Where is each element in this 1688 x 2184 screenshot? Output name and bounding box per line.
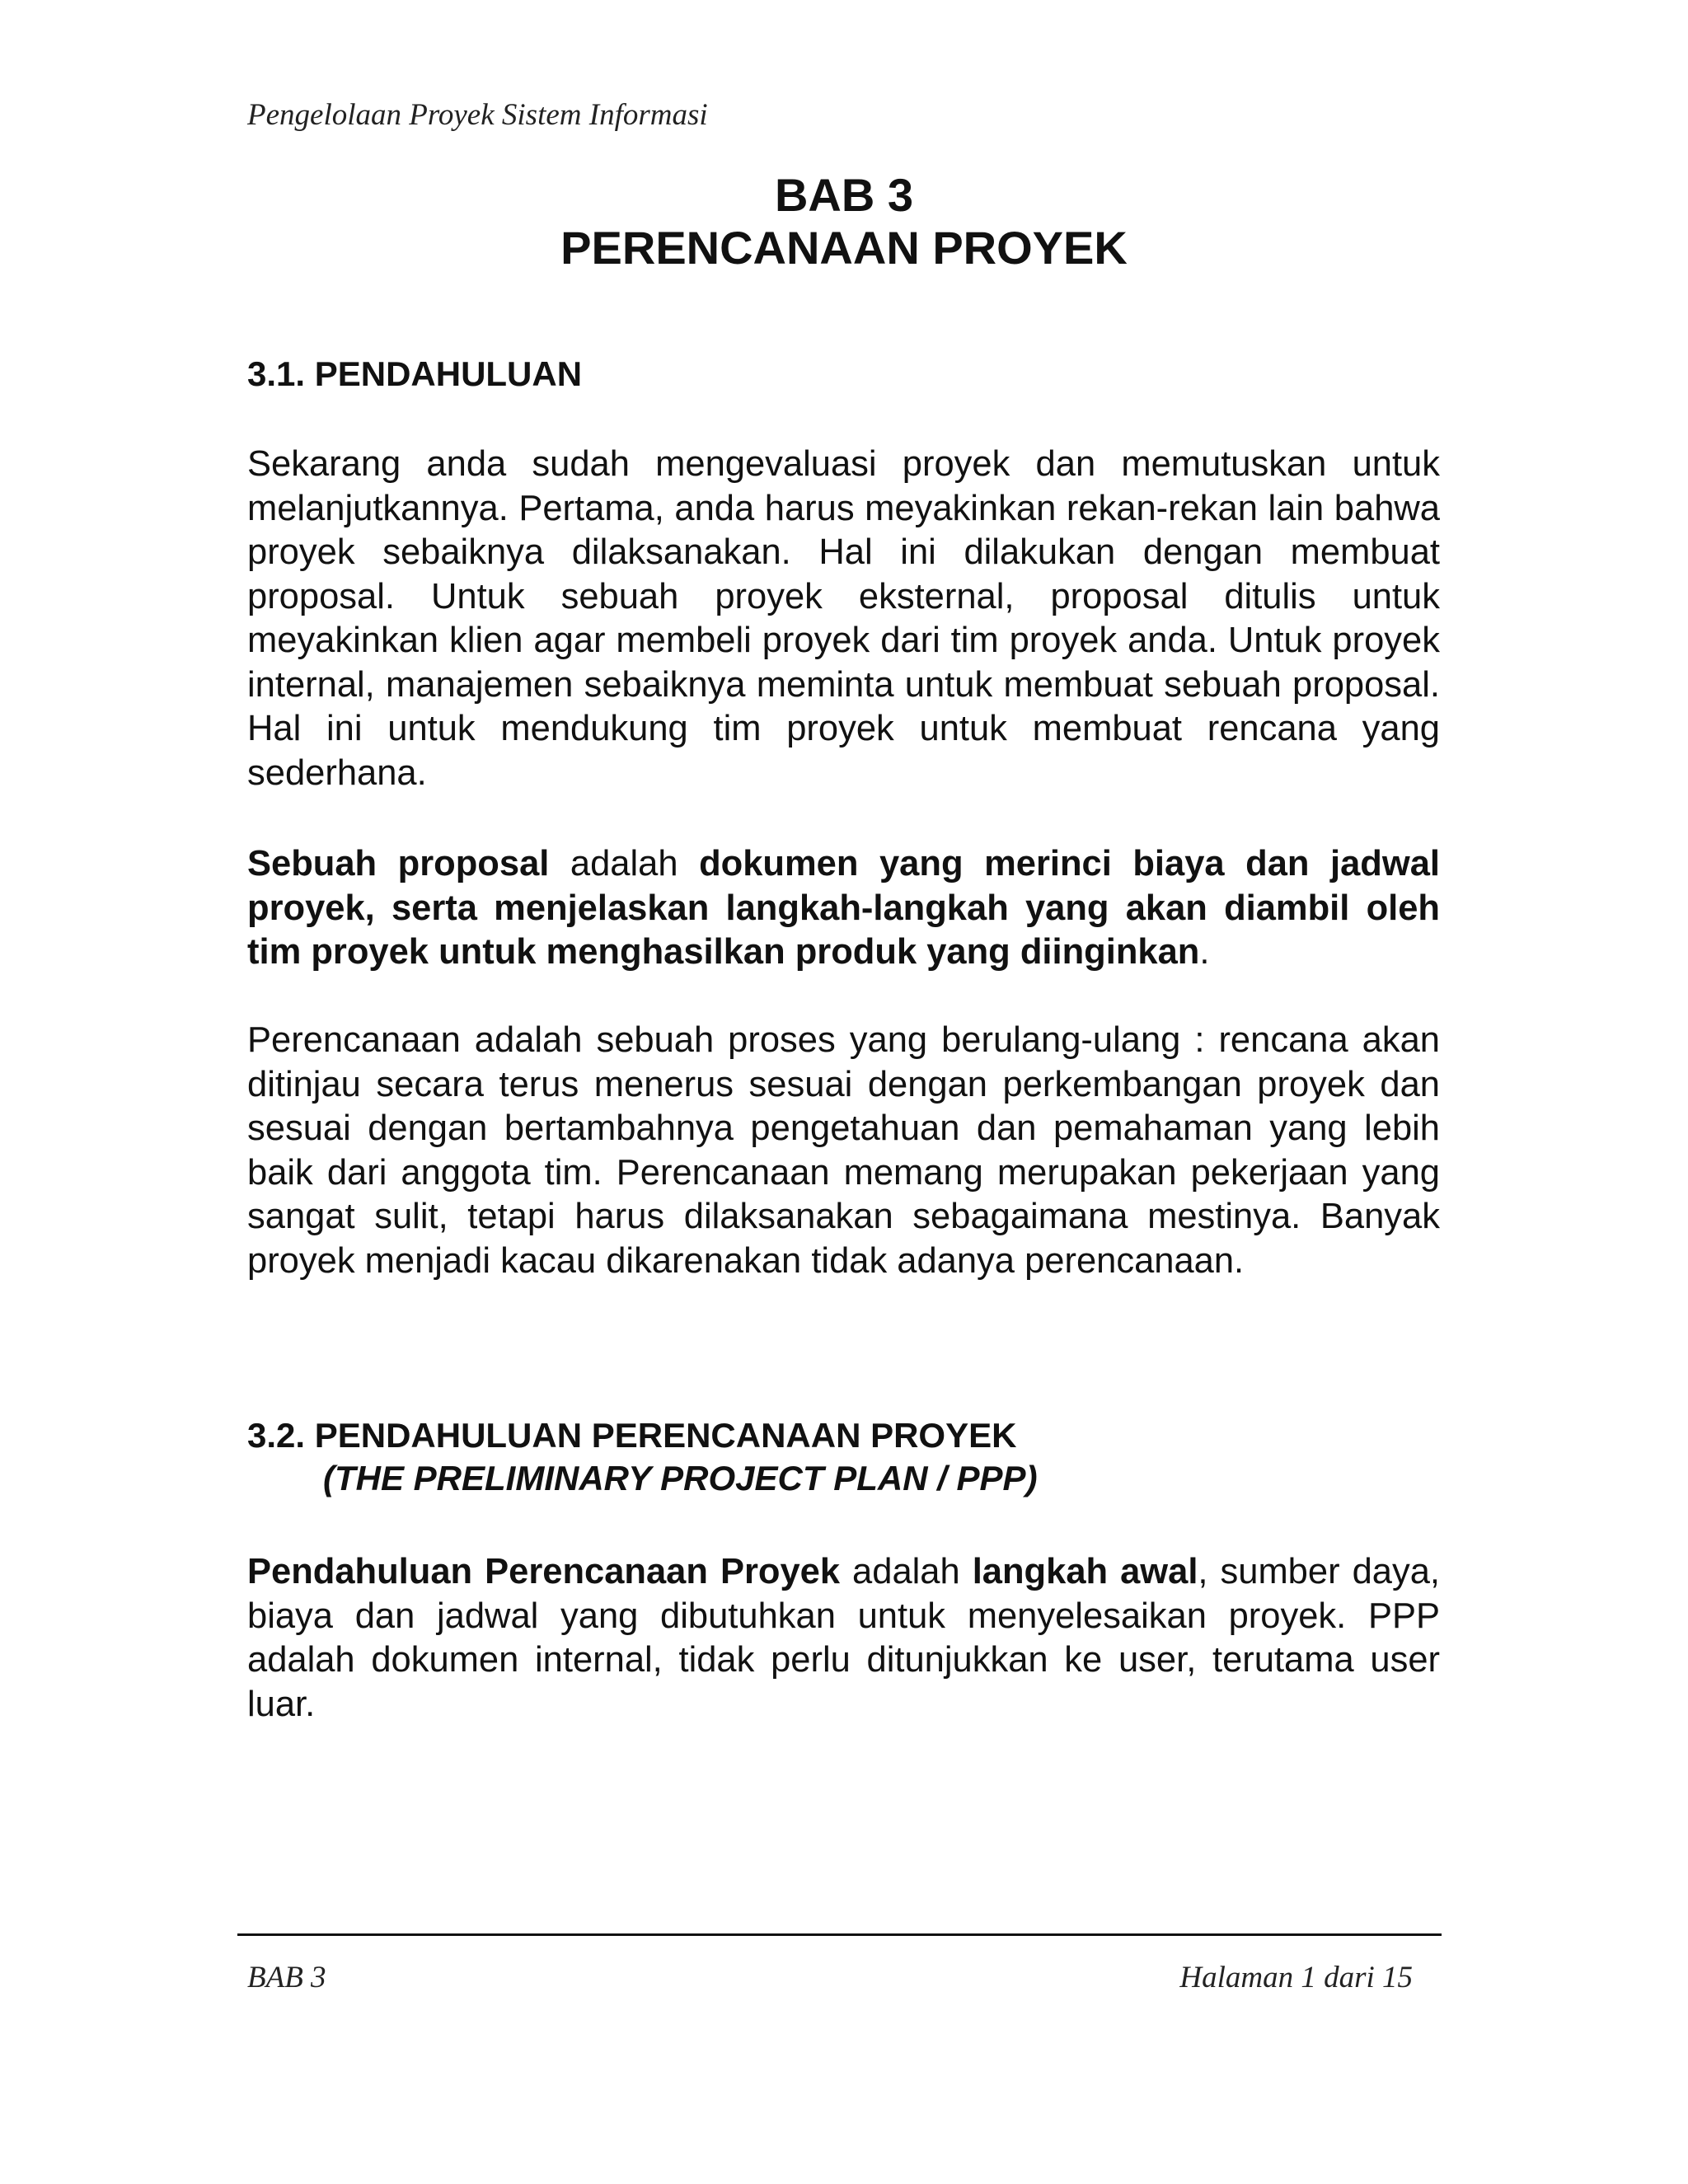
section-heading-3-2-subtitle: (THE PRELIMINARY PROJECT PLAN / PPP) <box>323 1459 1038 1497</box>
planning-paragraph: Perencanaan adalah sebuah proses yang berulang-ulang : rencana akan ditinjau secara terus menerus sesuai dengan perkembangan proyek dan sesuai dengan bertambahnya pengetahuan dan pemahaman yang lebih baik dari anggota tim. Perencanaan memang merupakan pekerjaan yang sangat sulit, tetapi harus dilaksanakan sebagaimana mestinya. Banyak proyek menjadi kacau dikarenakan tidak adanya perencanaan. <box>247 1020 1440 1281</box>
proposal-definition: dokumen yang merinci biaya dan jadwal proyek, serta menjelaskan langkah-langkah yang akan diambil oleh tim proyek untuk menghasilkan produk yang diinginkan <box>247 844 1440 972</box>
proposal-end: . <box>1199 932 1210 972</box>
chapter-number: BAB 3 <box>774 169 914 221</box>
ppp-connector: adalah <box>840 1552 973 1591</box>
footer-page-number: Halaman 1 dari 15 <box>1179 1961 1413 1994</box>
footer-chapter: BAB 3 <box>247 1961 326 1994</box>
chapter-name: PERENCANAAN PROYEK <box>560 222 1128 274</box>
intro-paragraph: Sekarang anda sudah mengevaluasi proyek dan memutuskan untuk melanjutkannya. Pertama, anda harus meyakinkan rekan-rekan lain bahwa proyek sebaiknya dilaksanakan. Hal ini dilakukan dengan membuat proposal. Untuk sebuah proyek eksternal, proposal ditulis untuk meyakinkan klien agar membeli proyek dari tim proyek anda. Untuk proyek internal, manajemen sebaiknya meminta untuk membuat sebuah proposal. Hal ini untuk mendukung tim proyek untuk membuat rencana yang sederhana. <box>247 444 1440 793</box>
section-heading-3-2-title: 3.2. PENDAHULUAN PERENCANAAN PROYEK <box>247 1416 1017 1455</box>
footer-divider <box>237 1933 1442 1936</box>
section-heading-3-2 <box>247 1414 1038 1500</box>
section-heading-3-1: 3.1. PENDAHULUAN <box>247 354 583 393</box>
proposal-definition-paragraph <box>247 842 1440 975</box>
proposal-connector: adalah <box>549 844 700 883</box>
proposal-term: Sebuah proposal <box>247 844 550 883</box>
chapter-title <box>247 169 1441 274</box>
running-header: Pengelolaan Proyek Sistem Informasi <box>247 98 708 132</box>
ppp-term: Pendahuluan Perencanaan Proyek <box>247 1552 841 1591</box>
ppp-key-phrase: langkah awal <box>972 1552 1198 1591</box>
ppp-definition-paragraph <box>247 1550 1440 1727</box>
ppp-rest: , sumber daya, biaya dan jadwal yang dibutuhkan untuk menyelesaikan proyek. PPP adalah dokumen internal, tidak perlu ditunjukkan ke user, terutama user luar. <box>247 1552 1440 1724</box>
